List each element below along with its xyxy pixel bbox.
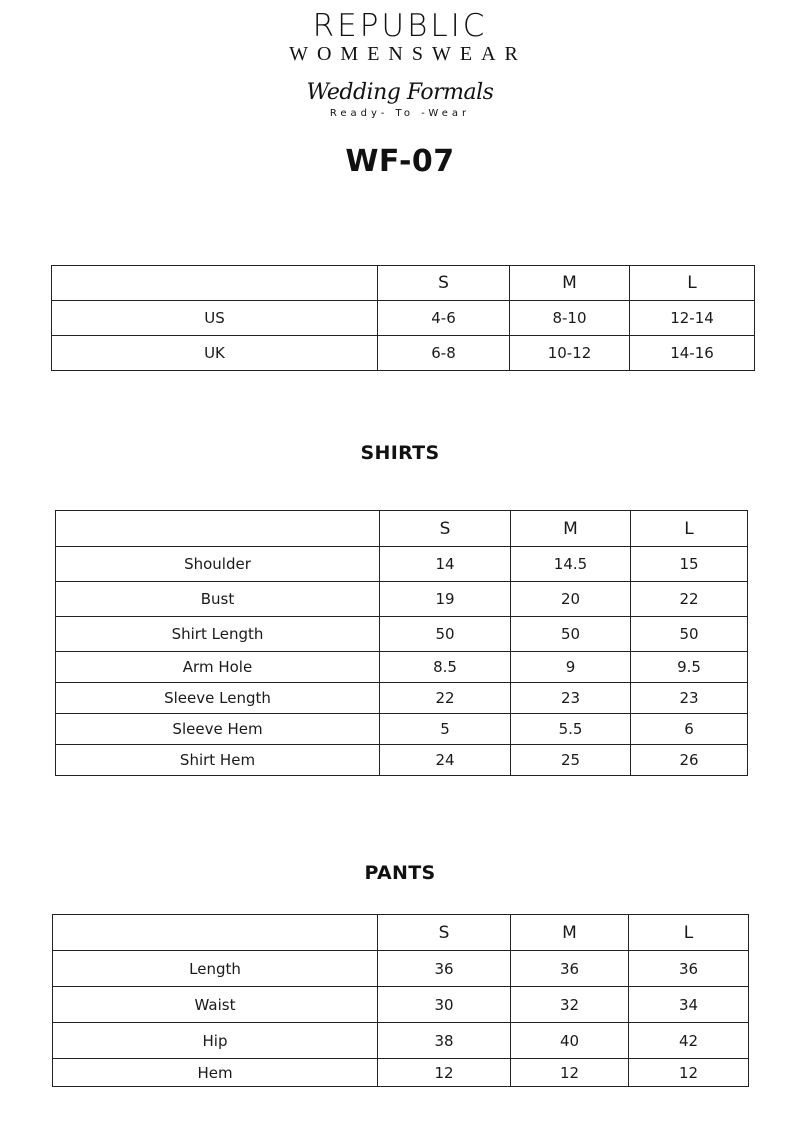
- header-cell: L: [630, 266, 755, 301]
- table-cell: 38: [378, 1023, 511, 1059]
- table-cell: 12-14: [630, 301, 755, 336]
- header-cell: S: [378, 266, 510, 301]
- table-cell: 34: [629, 987, 749, 1023]
- header-cell: M: [511, 511, 631, 547]
- table-row: [53, 1059, 749, 1087]
- row-label: Bust: [56, 582, 380, 617]
- row-label: Length: [53, 951, 378, 987]
- row-label: US: [52, 301, 378, 336]
- table-row: [56, 683, 748, 714]
- header-cell: [53, 915, 378, 951]
- table-cell: 6-8: [378, 336, 510, 371]
- shirts-title: SHIRTS: [360, 442, 440, 464]
- pants-size-table: [52, 914, 749, 1087]
- table-row: [52, 301, 755, 336]
- size-conversion-table: [51, 265, 755, 371]
- header-cell: S: [380, 511, 511, 547]
- table-cell: 30: [378, 987, 511, 1023]
- row-label: Sleeve Length: [56, 683, 380, 714]
- table-cell: 12: [511, 1059, 629, 1087]
- table-cell: 36: [629, 951, 749, 987]
- table-cell: 14: [380, 547, 511, 582]
- table-cell: 36: [378, 951, 511, 987]
- style-code: WF-07: [345, 144, 455, 179]
- table-cell: 12: [629, 1059, 749, 1087]
- table-cell: 9: [511, 652, 631, 683]
- table-row: [56, 547, 748, 582]
- row-label: Arm Hole: [56, 652, 380, 683]
- table-cell: 19: [380, 582, 511, 617]
- table-cell: 20: [511, 582, 631, 617]
- table-header-row: [56, 511, 748, 547]
- table-cell: 14.5: [511, 547, 631, 582]
- table-cell: 50: [631, 617, 748, 652]
- header-cell: M: [511, 915, 629, 951]
- row-label: Shoulder: [56, 547, 380, 582]
- table-cell: 26: [631, 745, 748, 776]
- table-row: [56, 617, 748, 652]
- table-cell: 50: [380, 617, 511, 652]
- table-row: [56, 714, 748, 745]
- row-label: Waist: [53, 987, 378, 1023]
- table-header-row: [52, 266, 755, 301]
- table-cell: 5.5: [511, 714, 631, 745]
- collection-name: Wedding Formals: [306, 80, 494, 105]
- table-cell: 14-16: [630, 336, 755, 371]
- header-cell: L: [631, 511, 748, 547]
- shirts-size-table: [55, 510, 748, 776]
- table-cell: 32: [511, 987, 629, 1023]
- table-cell: 6: [631, 714, 748, 745]
- table-cell: 5: [380, 714, 511, 745]
- header-cell: [56, 511, 380, 547]
- table-header-row: [53, 915, 749, 951]
- brand-subtitle: WOMENSWEAR: [289, 43, 527, 65]
- table-row: [56, 745, 748, 776]
- table-cell: 40: [511, 1023, 629, 1059]
- table-cell: 42: [629, 1023, 749, 1059]
- table-row: [56, 582, 748, 617]
- row-label: Sleeve Hem: [56, 714, 380, 745]
- row-label: Hip: [53, 1023, 378, 1059]
- header-cell: S: [378, 915, 511, 951]
- table-cell: 50: [511, 617, 631, 652]
- table-cell: 12: [378, 1059, 511, 1087]
- table-row: [53, 987, 749, 1023]
- table-row: [53, 951, 749, 987]
- table-cell: 8.5: [380, 652, 511, 683]
- table-cell: 4-6: [378, 301, 510, 336]
- table-cell: 10-12: [510, 336, 630, 371]
- table-cell: 25: [511, 745, 631, 776]
- table-cell: 8-10: [510, 301, 630, 336]
- row-label: UK: [52, 336, 378, 371]
- table-cell: 15: [631, 547, 748, 582]
- brand-name: REPUBLIC: [312, 8, 488, 44]
- row-label: Shirt Hem: [56, 745, 380, 776]
- header-cell: [52, 266, 378, 301]
- header-cell: L: [629, 915, 749, 951]
- table-cell: 22: [380, 683, 511, 714]
- table-cell: 9.5: [631, 652, 748, 683]
- table-row: [52, 336, 755, 371]
- row-label: Shirt Length: [56, 617, 380, 652]
- header-cell: M: [510, 266, 630, 301]
- table-cell: 23: [631, 683, 748, 714]
- table-cell: 24: [380, 745, 511, 776]
- table-cell: 36: [511, 951, 629, 987]
- table-row: [53, 1023, 749, 1059]
- table-cell: 22: [631, 582, 748, 617]
- row-label: Hem: [53, 1059, 378, 1087]
- pants-title: PANTS: [364, 862, 436, 884]
- table-cell: 23: [511, 683, 631, 714]
- collection-tag: Ready- To -Wear: [329, 108, 471, 119]
- table-row: [56, 652, 748, 683]
